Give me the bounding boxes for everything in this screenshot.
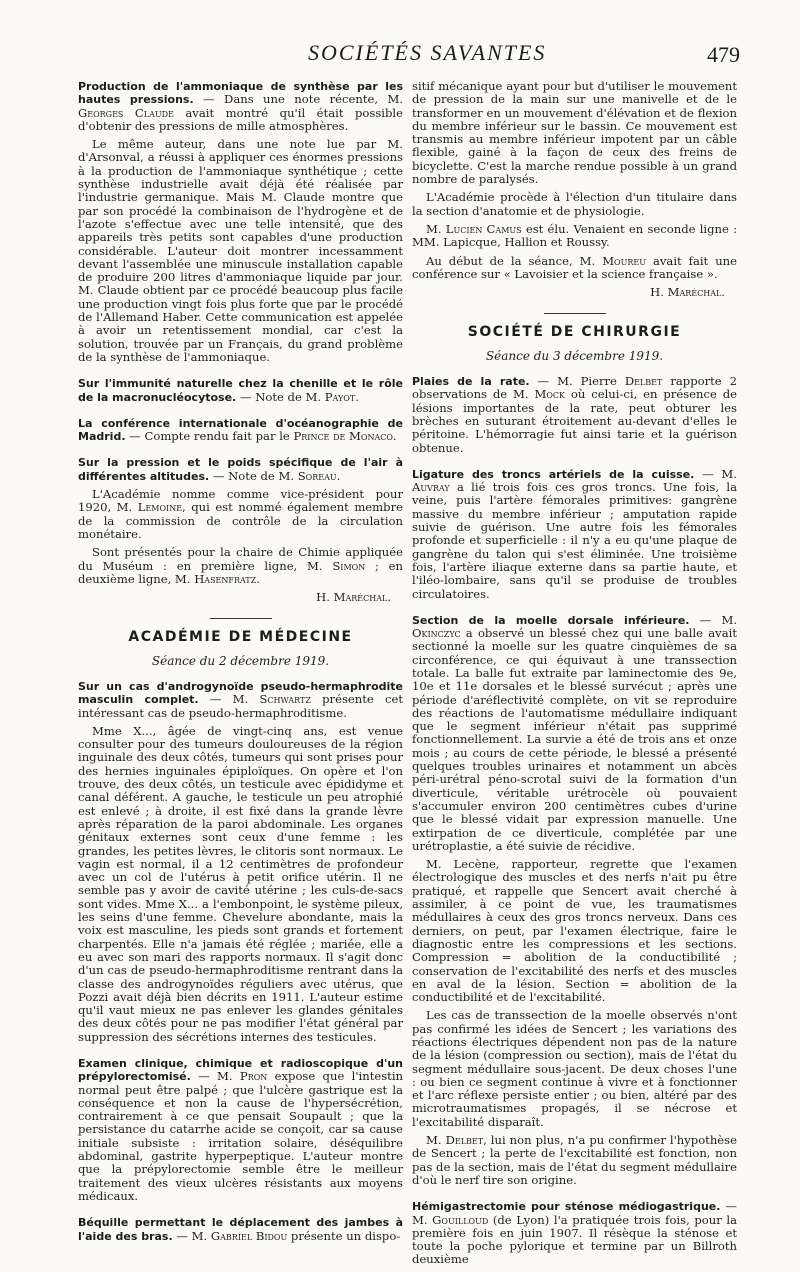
paragraph: Les cas de transsection de la moelle observés n'ont pas confirmé les idées de Sencert ; les variations des réactions électriques dépendent non pas de la nature de la lésion (compression ou section), mais de l'état du segment médullaire sous-jacent. De deux choses l'une : ou bien ce segment continue à vivre et à fonctionner et l'arc réflexe persiste entier ; ou bien, altéré par des microtraumatismes propagés, il se nécrose et l'excitabilité disparaît. [412, 1008, 737, 1129]
author-name: Okinczyc [412, 626, 461, 641]
signature: H. Maréchal. [650, 285, 725, 300]
paragraph: L'Académie nomme comme vice-président pour 1920, M. Lemoine, qui est nommé également membre de la commission de contrôle de la circulation monétaire. [78, 487, 403, 541]
right-column [412, 80, 737, 1272]
author-name: Pron [239, 1069, 268, 1084]
paragraph: M. Lecène, rapporteur, regrette que l'examen électrologique des muscles et des nerfs n'ait pu être pratiqué, et rappelle que Sencert avait cherché à assimiler, à ce point de vue, les traumatismes médullaires à ceux des gros troncs nerveux. Dans ces derniers, on peut, par l'examen électrique, faire le diagnostic entre les compressions et les sections. Compression = abolition de la conductibilité ; conservation de l'excitabilité des nerfs et des muscles en aval de la lésion. Section = abolition de la conductibilité et de l'excitabilité. [412, 857, 737, 1005]
article-title: Hémigastrectomie pour sténose médiogastrique. [412, 1200, 721, 1214]
author-name: Payot. [324, 389, 359, 404]
section-divider [544, 313, 606, 314]
author-name: Gabriel Bidou [210, 1228, 288, 1243]
page-number: 479 [707, 42, 740, 67]
author-name: Georges Claude [78, 105, 174, 120]
section-heading-academie-medecine: ACADÉMIE DE MÉDECINE [128, 629, 353, 646]
paragraph: Le même auteur, dans une note lue par M. d'Arsonval, a réussi à appliquer ces énormes pressions à la production de l'ammoniaque synthétique ; cette synthèse industrielle avait déjà été réalisée par l'industrie germanique. Mais M. Claude montre que par son procédé la combinaison de l'hydrogène et de l'azote s'effectue avec une telle intensité, que des appareils très petits sont capables d'une production considérable. L'auteur doit montrer incessamment devant l'assemblée une minuscule installation capable de produire 200 litres d'ammoniaque liquide par jour. M. Claude obtient par ce procédé beaucoup plus facile une production vingt fois plus forte que par le procédé de l'Allemand Haber. Cette communication est appelée à avoir un retentissement mondial, car c'est la solution, trouvée par un Français, du grand problème de la synthèse de l'ammoniaque. [78, 137, 403, 364]
author-name: Prince de Monaco. [293, 429, 397, 444]
article-hemigastrectomie: Hémigastrectomie pour sténose médiogastrique. — M. Gouilloud (de Lyon) l'a pratiquée trois fois, pour la première fois en juin 1907. Il résèque la sténose et toute la poche pylorique et termine par un Billroth deuxième [412, 1199, 738, 1267]
author-name: Gouilloud [432, 1212, 489, 1227]
running-head [78, 38, 740, 68]
article-oceanographie: La conférence internationale d'océanographie de Madrid. — Compte rendu fait par le Prince de Monaco. [78, 416, 403, 444]
paragraph: M. Lucien Camus est élu. Venaient en seconde ligne : MM. Lapicque, Hallion et Roussy. [412, 221, 737, 250]
paragraph: M. Delbet, lui non plus, n'a pu confirmer l'hypothèse de Sencert ; la perte de l'excitabilité est fonction, non pas de la section, mais de l'état du segment médullaire d'où le nerf tire son origine. [412, 1133, 737, 1187]
author-name: Mock [534, 387, 566, 402]
author-name: Lucien Camus [445, 221, 522, 236]
section-divider [210, 618, 272, 619]
article-androgynoide: Sur un cas d'androgynoïde pseudo-hermaphrodite masculin complet. — M. Schwartz présente cet intéressant cas de pseudo-hermaphroditisme. [78, 679, 403, 720]
article-title: Sur la pression et le poids spécifique de l'air à différentes altitudes. [78, 456, 403, 483]
article-ammoniaque: Production de l'ammoniaque de synthèse par les hautes pressions. — Dans une note récente, M. Georges Claude avait montré qu'il était possible d'obtenir des pressions de mille atmosphères. [78, 80, 404, 133]
article-pression-air: Sur la pression et le poids spécifique de l'air à différentes altitudes. — Note de M. Soreau. [78, 456, 403, 483]
article-moelle-dorsale: Section de la moelle dorsale inférieure. — M. Okinczyc a observé un blessé chez qui une balle avait sectionné la moelle sur les quatre cinquièmes de sa circonférence, ce qui équivaut à une transsection totale. La balle fut extraite par laminectomie des 9e, 10e et 11e dorsales et le blessé survécut ; après une période d'aréflectivité complète, on vit se reproduire des réactions de l'automatisme médullaire indiquant que le segment inférieur n'était pas supprimé fonctionnellement. La survie a été de trois ans et onze mois ; au cours de cette période, le blessé a présenté quelques troubles urinaires et notamment un abcès péri-urétral péno-scrotal suivi de la formation d'un diverticule, véritable urétrocèle où pouvaient s'accumuler environ 200 centimètres cubes d'urine que le blessé vidait par expression manuelle. Une extirpation de ce diverticule, complétée par une urétroplastie, a été suivie de récidive. [412, 612, 737, 853]
article-title: Sur l'immunité naturelle chez la chenille et le rôle de la macronucléocytose. [78, 377, 403, 404]
article-bequille: Béquille permettant le déplacement des jambes à l'aide des bras. — M. Gabriel Bidou présente un dispo- [78, 1216, 403, 1243]
article-title: Production de l'ammoniaque de synthèse par les hautes pressions. [78, 80, 403, 107]
author-name: Soreau. [297, 468, 341, 483]
paragraph: Au début de la séance, M. Moureu avait fait une conférence sur « Lavoisier et la science française ». [412, 253, 737, 281]
article-plaies-rate: Plaies de la rate. — M. Pierre Delbet rapporte 2 observations de M. Mock où celui-ci, en présence de lésions importantes de la rate, peut obturer les brèches en suturant étroitement au-devant d'elles le péritoine. L'hémorragie fut ainsi tarie et la guérison obtenue. [412, 374, 737, 455]
author-name: Hasenfratz. [194, 571, 260, 586]
author-name: Delbet [624, 374, 663, 389]
article-title: Sur un cas d'androgynoïde pseudo-hermaphrodite masculin complet. [78, 679, 403, 707]
article-ligature: Ligature des troncs artériels de la cuisse. — M. Auvray a lié trois fois ces gros troncs. Une fois, la veine, puis l'artère fémorales primitives: gangrène massive du membre inférieur ; amputation rapide suivie de guérison. Une autre fois les fémorales profonde et superficielle : il n'y a eu qu'une plaque de gangrène du talon qui s'est éliminée. Une troisième fois, l'artère iliaque externe dans sa partie haute, et l'iléo-lombaire, sans qu'il se produise de troubles circulatoires. [412, 466, 737, 601]
article-prepylorectomise: Examen clinique, chimique et radioscopique d'un prépylorectomisé. — M. Pron expose que l'intestin normal peut être palpé ; que l'ulcère gastrique est la conséquence et non la cause de l'hypersécrétion, contrairement à ce que pensait Soupault ; que la persistance du catarrhe acide se conçoit, car sa cause initiale subsiste : irritation solaire, déséquilibre abdominal, gastrite hyperpeptique. L'auteur montre que la prépylorectomie semble être le meilleur traitement des vieux ulcères résistants aux moyens médicaux. [78, 1057, 403, 1203]
author-name: Schwartz [259, 692, 311, 707]
signature: H. Maréchal. [316, 590, 391, 605]
paragraph: L'Académie procède à l'élection d'un titulaire dans la section d'anatomie et de physiologie. [412, 190, 737, 218]
article-immunite: Sur l'immunité naturelle chez la chenille et le rôle de la macronucléocytose. — Note de M. Payot. [78, 377, 403, 404]
session-date: Séance du 3 décembre 1919. [485, 348, 664, 363]
paragraph: Mme X..., âgée de vingt-cinq ans, est venue consulter pour des tumeurs douloureuses de la région inguinale des deux côtés, tumeurs qui sont prises pour des hernies inguinales épiploïques. On opère et l'on trouve, des deux côtés, un testicule avec épididyme et canal déférent. A gauche, le testicule un peu atrophié est enlevé ; à droite, il est fixé dans la grande lèvre après réparation de la paroi abdominale. Les organes génitaux externes sont ceux d'une femme : les grandes, les petites lèvres, le clitoris sont normaux. Le vagin est normal, il a 12 centimètres de profondeur avec un col de l'utérus à petit orifice utérin. Il ne semble pas y avoir de cavité utérine ; les culs-de-sacs sont vides. Mme X... a l'embonpoint, le système pileux, les seins d'une femme. Chevelure abondante, mais la voix est masculine, les pieds sont grands et fortement charpentés. Elle n'a jamais été réglée ; mariée, elle a eu avec son mari des rapports normaux. Il s'agit donc d'un cas de pseudo-hermaphroditisme rentrant dans la classe des androgynoïdes réguliers avec utérus, que Pozzi avait déjà bien décrits en 1911. L'auteur estime qu'il vaut mieux ne pas enlever les glandes génitales des deux côtés pour ne pas modifier l'état général par suppression des sécrétions internes des testicules. [78, 723, 403, 1044]
paragraph: Sont présentés pour la chaire de Chimie appliquée du Muséum : en première ligne, M. Simon ; en deuxième ligne, M. Hasenfratz. [78, 545, 404, 586]
author-name: Simon [332, 558, 366, 573]
article-title: Section de la moelle dorsale inférieure. [412, 613, 690, 627]
article-title: Ligature des troncs artériels de la cuisse. [412, 467, 695, 481]
paragraph: sitif mécanique ayant pour but d'utiliser le mouvement de pression de la main sur une manivelle et de le transformer en un mouvement d'élévation et de flexion du membre inférieur sur le bassin. Ce mouvement est transmis au membre inférieur impotent par un câble flexible, gainé à la façon de ceux des freins de bicyclette. C'est la marche rendue possible à un grand nombre de paralysés. [412, 79, 737, 187]
article-title: Plaies de la rate. [412, 375, 530, 389]
author-name: Moureu [602, 253, 646, 268]
left-column [78, 80, 403, 1248]
running-title: SOCIÉTÉS SAVANTES [308, 40, 547, 65]
section-heading-societe-chirurgie: SOCIÉTÉ DE CHIRURGIE [467, 324, 682, 341]
author-name: Auvray [412, 480, 450, 495]
article-title: Béquille permettant le déplacement des jambes à l'aide des bras. [78, 1216, 403, 1243]
author-name: Delbet [445, 1133, 484, 1148]
article-title: La conférence internationale d'océanographie de Madrid. [78, 416, 403, 444]
article-title: Examen clinique, chimique et radioscopique d'un prépylorectomisé. [78, 1057, 403, 1084]
session-date: Séance du 2 décembre 1919. [151, 653, 330, 668]
author-name: Lemoine [137, 500, 183, 515]
